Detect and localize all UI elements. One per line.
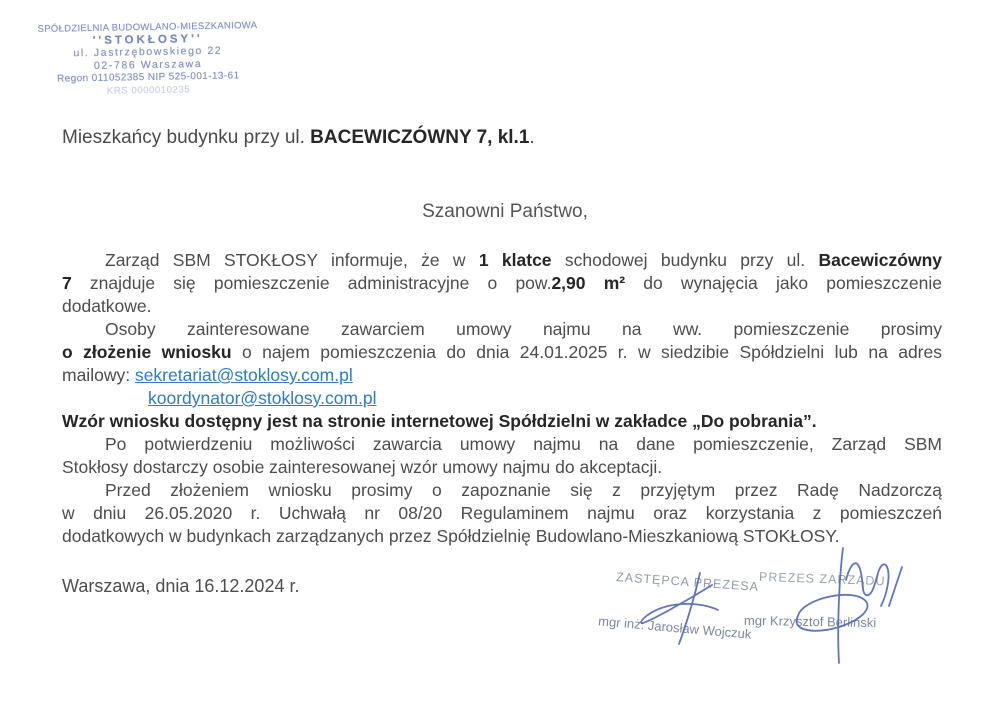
addressee-suffix: . [529, 127, 535, 148]
addressee-prefix: Mieszkańcy budynku przy ul. [62, 127, 311, 148]
body-line [62, 364, 942, 387]
body-text: znajduje się pomieszczenie administracyjne o pow. [71, 273, 552, 293]
body-line [62, 295, 942, 318]
body-text: Zarząd SBM STOKŁOSY informuje, że w [105, 250, 479, 270]
body-text: do wynajęcia jako pomieszczenie [625, 273, 942, 293]
signature-scrawl-right-vertical [838, 548, 843, 663]
body-text: o najem pomieszczenia do dnia 24.01.2025 r. w siedzibie Spółdzielni lub na adres [231, 342, 942, 362]
body-bold-text: Wzór wniosku dostępny jest na stronie internetowej Spółdzielni w zakładce „Do pobrania”. [62, 411, 817, 431]
stamp-krs: KRS 0000010235 [106, 83, 191, 97]
body-text: Stokłosy dostarczy osobie zainteresowanej wzór umowy najmu do akceptacji. [62, 457, 663, 477]
body-text: Przed złożeniem wniosku prosimy o zapoznanie się z przyjętym przez Radę Nadzorczą [105, 480, 942, 500]
body-line [62, 433, 942, 456]
body-line [62, 502, 942, 525]
body-bold-text: Bacewiczówny [818, 250, 942, 270]
body-line [62, 456, 942, 479]
addressee-line [62, 127, 535, 149]
body-line [62, 479, 942, 502]
stamp-city: 02-786 Warszawa [93, 57, 203, 72]
body-bold-text: 2,90 m² [551, 273, 626, 293]
body-text: schodowej budynku przy ul. [551, 250, 819, 270]
body-bold-text: 7 [62, 273, 72, 293]
body-text: Po potwierdzeniu możliwości zawarcia umowy najmu na dane pomieszczenie, Zarząd SBM [105, 434, 942, 454]
stamp-street: ul. Jastrzębowskiego 22 [73, 44, 223, 60]
stamp-company-name: SPÓŁDZIELNIA BUDOWLANO-MIESZKANIOWA [37, 20, 258, 35]
body-text: dodatkowe. [62, 296, 152, 316]
place-date-line: Warszawa, dnia 16.12.2024 r. [62, 576, 300, 596]
president-name: mgr Krzysztof Berliński [743, 612, 877, 631]
body-line [62, 318, 942, 341]
addressee-address-bold: BACEWICZÓWNY 7, kl.1 [310, 127, 530, 148]
body-line [62, 387, 942, 410]
body-line [62, 249, 942, 272]
body-line [62, 341, 942, 364]
body-line [62, 525, 942, 548]
body-text: dodatkowych w budynkach zarządzanych przez Spółdzielnię Budowlano-Mieszkaniową STOKŁOSY. [62, 526, 840, 546]
signature-ink [590, 540, 930, 675]
body-line [62, 272, 942, 295]
company-stamp [37, 20, 258, 98]
stamp-regon-nip: Regon 011052385 NIP 525-001-13-61 [57, 70, 240, 85]
body-bold-text: o złożenie wniosku [62, 342, 232, 362]
president-title: PREZES ZARZĄDU [758, 569, 886, 589]
deputy-president-title: ZASTĘPCA PREZESA [615, 570, 760, 594]
body-text: Osoby zainteresowane zawarciem umowy najmu na ww. pomieszczenie prosimy [105, 319, 942, 339]
deputy-president-name: mgr inż. Jarosław Wojczuk [597, 613, 753, 642]
salutation: Szanowni Państwo, [422, 201, 588, 222]
body-text: w dniu 26.05.2020 r. Uchwałą nr 08/20 Regulaminem najmu oraz korzystania z pomieszczeń [62, 503, 942, 523]
body-lines [62, 249, 942, 548]
body-bold-text: 1 klatce [478, 250, 552, 270]
body-line [62, 410, 942, 433]
signature-scrawl-right-slash [889, 567, 902, 606]
email-link[interactable]: sekretariat@stoklosy.com.pl [134, 365, 353, 385]
stamp-brand: ''STOKŁOSY'' [92, 32, 203, 47]
body-text: mailowy: [62, 365, 135, 385]
email-link[interactable]: koordynator@stoklosy.com.pl [148, 388, 377, 408]
